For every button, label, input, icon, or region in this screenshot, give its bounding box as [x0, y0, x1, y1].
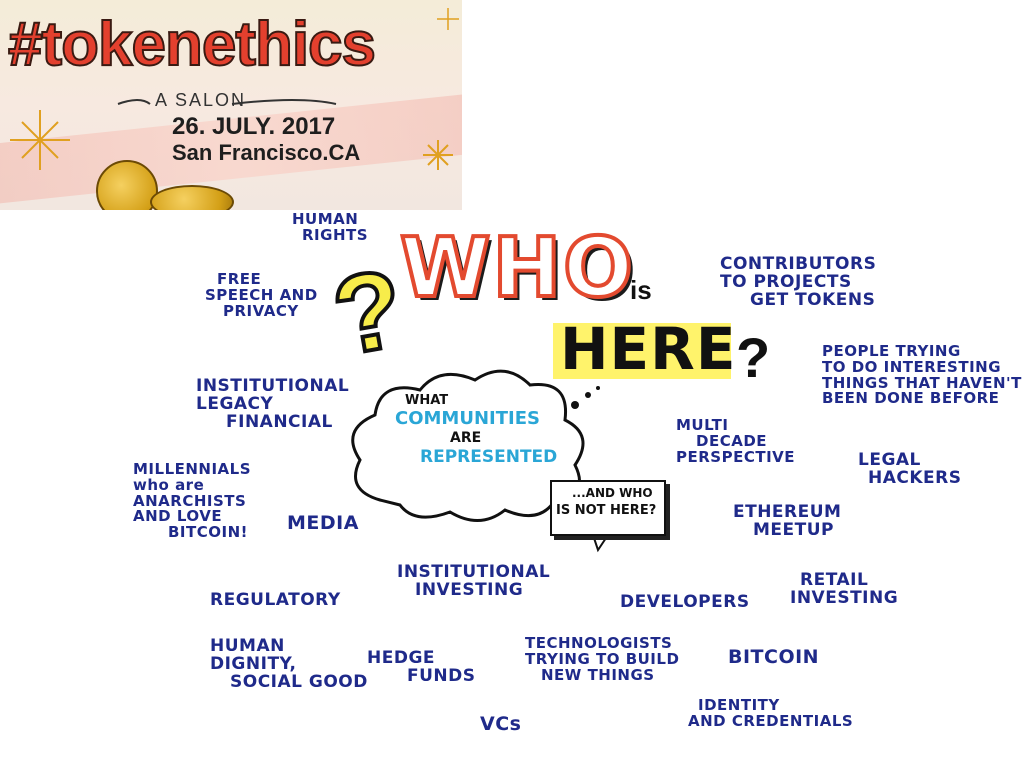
label-institutional-legacy: INSTITUTIONAL LEGACY FINANCIAL	[196, 376, 350, 432]
cloud-communities: COMMUNITIES	[395, 408, 540, 429]
label-institutional-investing: INSTITUTIONAL INVESTING	[397, 562, 551, 600]
label-millennials: MILLENNIALS who are ANARCHISTS AND LOVE BITCOIN!	[133, 460, 252, 541]
title-who: WHO	[400, 221, 635, 316]
label-bitcoin: BITCOIN	[728, 646, 820, 668]
banner-subtitle: A SALON	[155, 90, 247, 110]
speech-line-1: ...AND WHO	[572, 486, 653, 500]
banner-date: 26. JULY. 2017	[172, 113, 336, 140]
label-technologists: TECHNOLOGISTS TRYING TO BUILD NEW THINGS	[525, 634, 680, 684]
label-human-rights: HUMAN RIGHTS	[292, 210, 369, 244]
label-vcs: VCs	[480, 713, 522, 735]
label-identity: IDENTITY AND CREDENTIALS	[688, 696, 854, 730]
banner-location: San Francisco.CA	[172, 140, 361, 165]
label-media: MEDIA	[287, 512, 359, 534]
title-here: HERE	[560, 315, 737, 383]
label-multi-decade: MULTI DECADE PERSPECTIVE	[676, 416, 796, 466]
banner-hashtag: #tokenethics	[8, 10, 376, 79]
speech-line-2: IS NOT HERE?	[556, 503, 657, 518]
label-developers: DEVELOPERS	[620, 592, 750, 612]
label-regulatory: REGULATORY	[210, 590, 341, 610]
label-people-trying: PEOPLE TRYING TO DO INTERESTING THINGS THAT HAVEN'T BEEN DONE BEFORE	[822, 342, 1022, 408]
event-banner	[0, 0, 462, 210]
question-mark-icon: ?	[324, 246, 413, 379]
label-contributors: CONTRIBUTORS TO PROJECTS GET TOKENS	[720, 254, 877, 310]
label-ethereum: ETHEREUM MEETUP	[733, 502, 842, 540]
label-hedge-funds: HEDGE FUNDS	[367, 648, 476, 686]
label-human-dignity: HUMAN DIGNITY, SOCIAL GOOD	[210, 636, 368, 692]
cloud-are: ARE	[450, 430, 482, 446]
label-legal-hackers: LEGAL HACKERS	[858, 450, 962, 488]
title-is: is	[630, 275, 652, 305]
label-free-speech: FREE SPEECH AND PRIVACY	[205, 270, 318, 320]
cloud-represented: REPRESENTED	[420, 447, 558, 467]
label-retail-investing: RETAIL INVESTING	[790, 570, 899, 608]
cloud-what: WHAT	[405, 393, 449, 408]
question-mark-icon: ?	[736, 326, 771, 389]
